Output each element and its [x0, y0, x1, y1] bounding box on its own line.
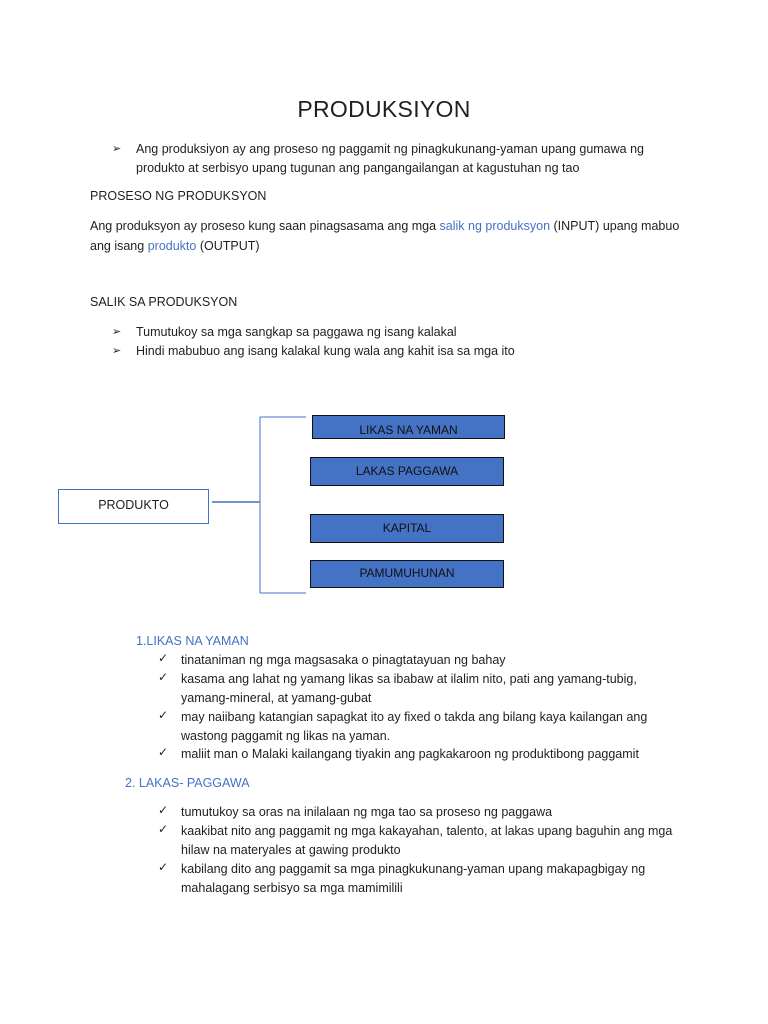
proseso-heading: PROSESO NG PRODUKSYON	[90, 189, 267, 203]
check-icon: ✓	[158, 745, 169, 759]
proseso-text: ang isang	[90, 239, 145, 253]
arrow-bullet-icon: ➢	[112, 326, 122, 338]
likas-na-yaman-box: LIKAS NA YAMAN	[312, 415, 505, 439]
lakas-item: kaakibat nito ang paggamit ng mga kakayahan, talento, at lakas upang baguhin ang mga	[181, 824, 673, 838]
likas-item: maliit man o Malaki kailangang tiyakin ang pagkakaroon ng produktibong paggamit	[181, 747, 639, 761]
lakas-heading: 2. LAKAS- PAGGAWA	[125, 776, 250, 790]
lakas-item: kabilang dito ang paggamit sa mga pinagkukunang-yaman upang makapagbigay ng	[181, 862, 646, 876]
check-icon: ✓	[158, 651, 169, 665]
salik-link[interactable]: salik ng produksyon	[439, 219, 551, 233]
lakas-item: mahalagang serbisyo sa mga mamimilili	[181, 881, 403, 895]
lakas-paggawa-box: LAKAS PAGGAWA	[310, 457, 504, 486]
likas-item: kasama ang lahat ng yamang likas sa ibabaw at ilalim nito, pati ang yamang-tubig,	[181, 672, 637, 686]
proseso-text: (INPUT) upang mabuo	[553, 219, 680, 233]
lakas-item: tumutukoy sa oras na inilalaan ng mga tao sa proseso ng paggawa	[181, 805, 553, 819]
lakas-item: hilaw na materyales at gawing produkto	[181, 843, 401, 857]
salik-bullet: Tumutukoy sa mga sangkap sa paggawa ng isang kalakal	[136, 325, 457, 339]
arrow-bullet-icon: ➢	[112, 143, 122, 155]
produkto-link[interactable]: produkto	[147, 239, 197, 253]
check-icon: ✓	[158, 708, 169, 722]
intro-line-2: produkto at serbisyo upang tugunan ang pangangailangan at kagustuhan ng tao	[136, 161, 580, 175]
intro-line-1: Ang produksiyon ay ang proseso ng paggamit ng pinagkukunang-yaman upang gumawa ng	[136, 142, 644, 156]
pamumuhunan-box: PAMUMUHUNAN	[310, 560, 504, 588]
check-icon: ✓	[158, 670, 169, 684]
arrow-bullet-icon: ➢	[112, 345, 122, 357]
likas-item: tinataniman ng mga magsasaka o pinagtatayuan ng bahay	[181, 653, 506, 667]
check-icon: ✓	[158, 803, 169, 817]
kapital-box: KAPITAL	[310, 514, 504, 543]
check-icon: ✓	[158, 860, 169, 874]
produkto-box: PRODUKTO	[58, 489, 209, 524]
likas-item: wastong paggamit ng likas na yaman.	[181, 729, 391, 743]
salik-heading: SALIK SA PRODUKSYON	[90, 295, 238, 309]
proseso-text: Ang produksyon ay proseso kung saan pinagsasama ang mga	[90, 219, 437, 233]
check-icon: ✓	[158, 822, 169, 836]
likas-item: may naiibang katangian sapagkat ito ay fixed o takda ang bilang kaya kailangan ang	[181, 710, 648, 724]
likas-heading: 1.LIKAS NA YAMAN	[136, 634, 249, 648]
salik-bullet: Hindi mabubuo ang isang kalakal kung wala ang kahit isa sa mga ito	[136, 344, 515, 358]
proseso-text: (OUTPUT)	[199, 239, 260, 253]
likas-item: yamang-mineral, at yamang-gubat	[181, 691, 372, 705]
page-title: PRODUKSIYON	[297, 96, 471, 122]
